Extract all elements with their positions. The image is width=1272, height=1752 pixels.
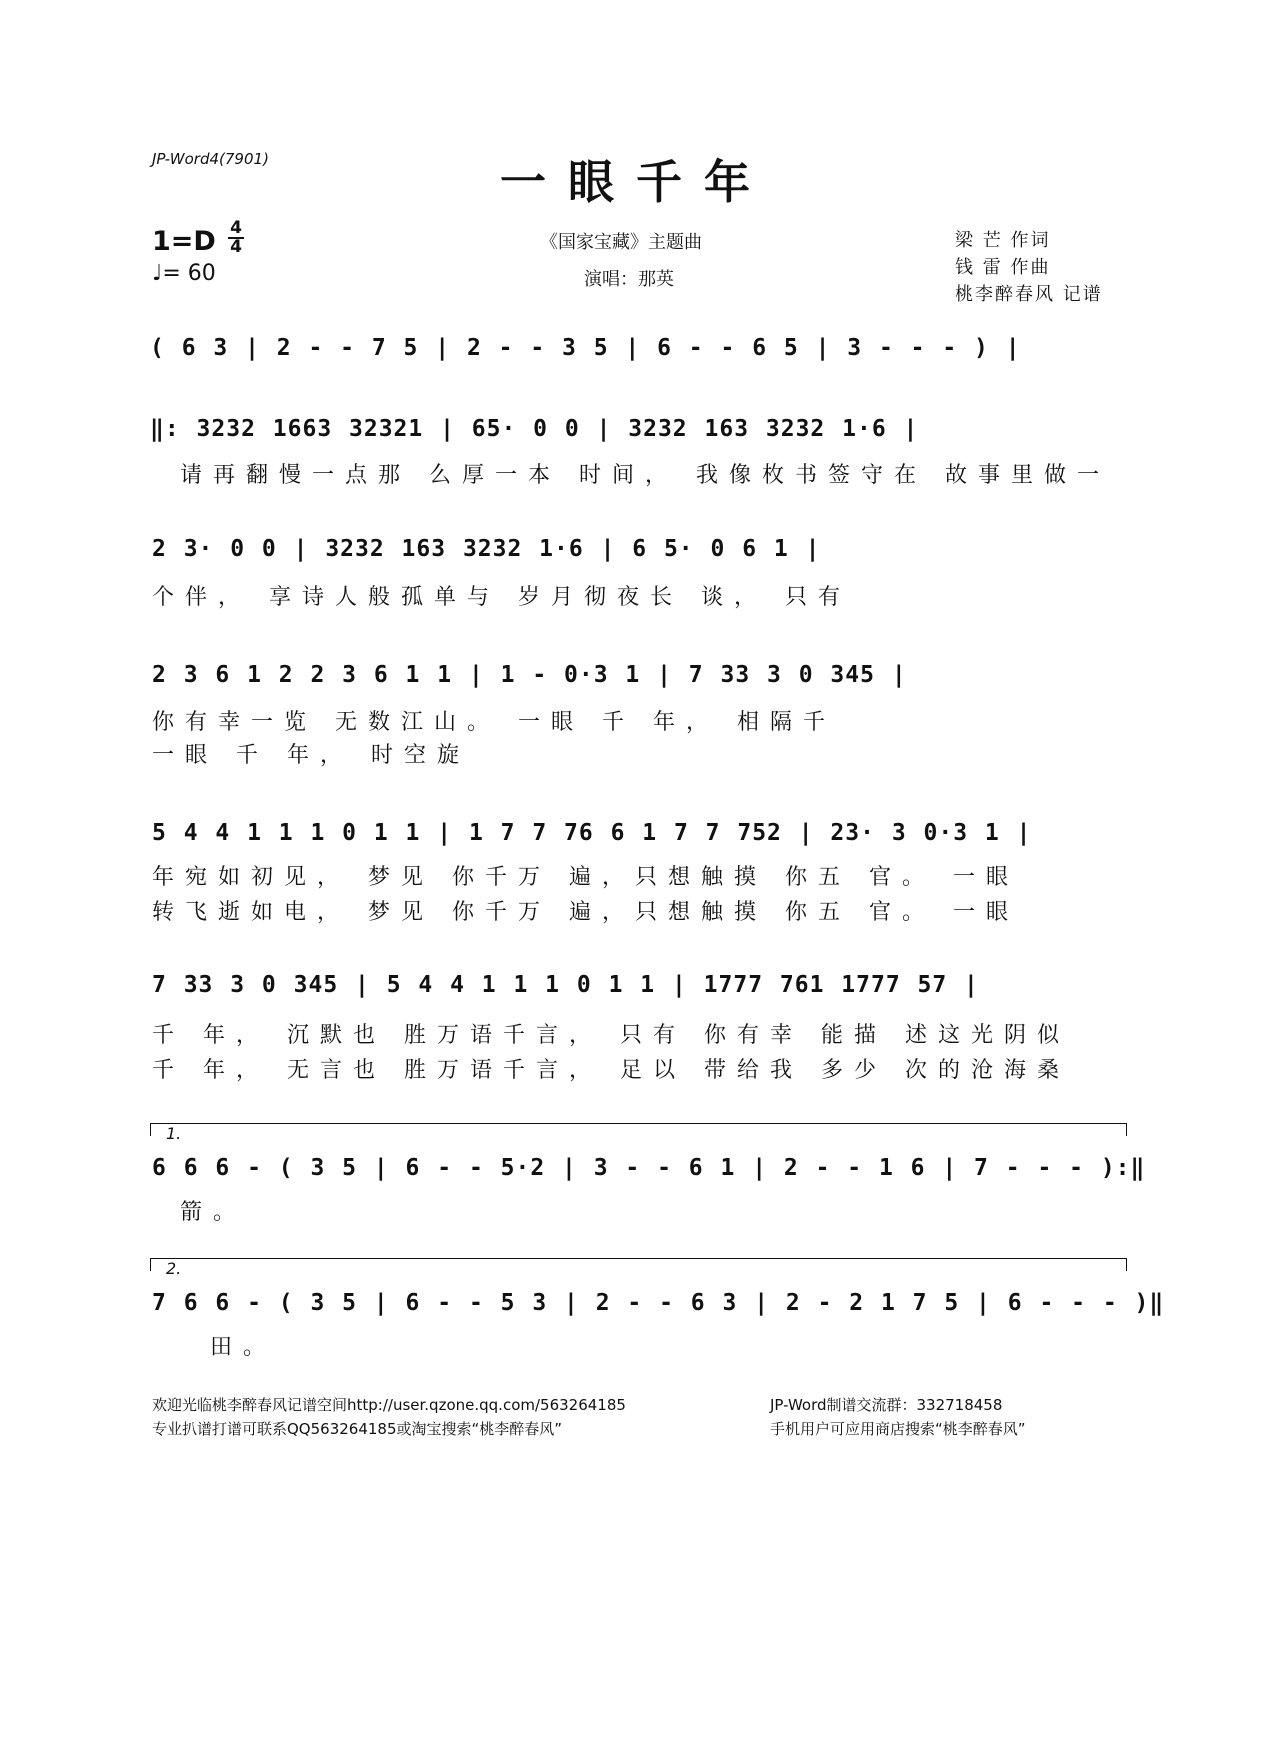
score-system-2-notes: ‖: 3232 1663 32321 | 65· 0 0 | 3232 163 3232 1·6 | — [150, 416, 919, 442]
score-system-5-notes: 5 4 4 1 1 1 0 1 1 | 1 7 7 76 6 1 7 7 752 | 23· 3 0·3 1 | — [152, 820, 1032, 846]
score-system-4-lyrics-verse-2: 一眼 千 年， 时空旋 — [152, 743, 470, 768]
volta-label-1: 1. — [166, 1124, 182, 1143]
time-signature — [228, 220, 244, 256]
score-system-4-lyrics-verse-1: 你有幸一览 无数江山。 一眼 千 年， 相隔千 — [152, 710, 836, 735]
footer-website: 欢迎光临桃李醉春风记谱空间http://user.qzone.qq.com/563264185 — [152, 1396, 626, 1414]
score-system-6-notes: 7 33 3 0 345 | 5 4 4 1 1 1 0 1 1 | 1777 761 1777 57 | — [152, 972, 979, 998]
score-system-1-notes: ( 6 3 | 2 - - 7 5 | 2 - - 3 5 | 6 - - 6 5 | 3 - - - ) | — [150, 335, 1021, 361]
score-system-4-notes: 2 3 6 1 2 2 3 6 1 1 | 1 - 0·3 1 | 7 33 3 0 345 | — [152, 662, 907, 688]
software-label: JP-Word4(7901) — [152, 150, 269, 168]
time-signature-bottom: 4 — [228, 237, 244, 256]
time-signature-top: 4 — [230, 218, 242, 238]
transcriber-credit: 桃李醉春风 记谱 — [955, 284, 1103, 305]
score-system-5-lyrics-verse-2: 转飞逝如电， 梦见 你千万 遍，只想触摸 你五 官。 一眼 — [152, 900, 1019, 925]
score-system-2-lyrics: 请再翻慢一点那 么厚一本 时间， 我像枚书签守在 故事里做一 — [180, 463, 1110, 488]
subtitle: 《国家宝藏》主题曲 — [540, 232, 702, 253]
tempo-marking: ♩= 60 — [152, 261, 216, 286]
score-system-3-notes: 2 3· 0 0 | 3232 163 3232 1·6 | 6 5· 0 6 1 | — [152, 536, 821, 562]
score-system-7-notes: 6 6 6 - ( 3 5 | 6 - - 5·2 | 3 - - 6 1 | 2 - - 1 6 | 7 - - - ):‖ — [152, 1155, 1146, 1181]
score-system-5-lyrics-verse-1: 年宛如初见， 梦见 你千万 遍，只想触摸 你五 官。 一眼 — [152, 865, 1019, 890]
key-signature: 1=D — [152, 226, 216, 257]
score-system-8-lyrics: 田。 — [210, 1335, 277, 1360]
footer-contact: 专业扒谱打谱可联系QQ563264185或淘宝搜索“桃李醉春风” — [152, 1420, 563, 1438]
score-system-6-lyrics-verse-2: 千 年， 无言也 胜万语千言， 足以 带给我 多少 次的沧海桑 — [152, 1058, 1070, 1083]
score-system-6-lyrics-verse-1: 千 年， 沉默也 胜万语千言， 只有 你有幸 能描 述这光阴似 — [152, 1023, 1070, 1048]
volta-label-2: 2. — [166, 1259, 182, 1278]
singer: 演唱：那英 — [584, 269, 674, 290]
volta-bracket-2 — [150, 1258, 1127, 1271]
score-system-8-notes: 7 6 6 - ( 3 5 | 6 - - 5 3 | 2 - - 6 3 | 2 - 2 1 7 5 | 6 - - - )‖ — [152, 1290, 1165, 1316]
footer-group: JP-Word制谱交流群：332718458 — [770, 1396, 1003, 1414]
composer-credit: 钱 雷 作曲 — [955, 257, 1051, 278]
lyricist-credit: 梁 芒 作词 — [955, 230, 1051, 251]
score-system-3-lyrics: 个伴， 享诗人般孤单与 岁月彻夜长 谈， 只有 — [152, 585, 851, 610]
footer-app: 手机用户可应用商店搜索“桃李醉春风” — [770, 1420, 1026, 1438]
volta-bracket-1 — [150, 1123, 1127, 1136]
score-system-7-lyrics: 箭。 — [180, 1200, 247, 1225]
song-title: 一眼千年 — [500, 155, 772, 209]
